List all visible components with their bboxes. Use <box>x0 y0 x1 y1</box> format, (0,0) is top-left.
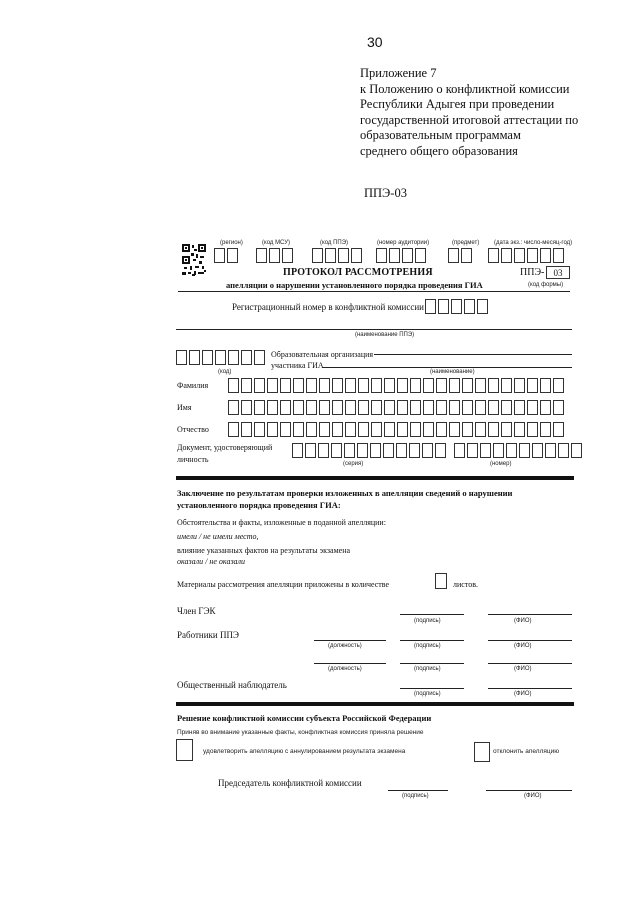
signature-caption: (подпись) <box>402 793 429 799</box>
msu-cells[interactable] <box>256 248 295 263</box>
decision-title: Решение конфликтной комиссии субъекта Российской Федерации <box>177 713 432 723</box>
fio-caption: (ФИО) <box>524 793 542 799</box>
ppe-code-label: (код ППЭ) <box>320 240 348 246</box>
reject-label: отклонить апелляцию <box>493 748 560 755</box>
option-influenced[interactable]: оказали / не оказали <box>177 557 246 566</box>
msu-label: (код МСУ) <box>262 240 291 246</box>
signature-line[interactable] <box>400 640 464 641</box>
org-name-caption: (наименование) <box>430 369 475 375</box>
satisfy-checkbox[interactable] <box>176 739 193 761</box>
option-had-place[interactable]: имели / не имели место, <box>177 532 259 541</box>
registration-label: Регистрационный номер в конфликтной комиссии <box>232 302 424 312</box>
signature-line[interactable] <box>400 688 464 689</box>
decision-text: Приняв во внимание указанные факты, конфликтная комиссия приняла решение <box>177 729 424 736</box>
name-cells[interactable] <box>228 400 566 415</box>
position-caption: (должность) <box>328 666 362 672</box>
protocol-title: ПРОТОКОЛ РАССМОТРЕНИЯ <box>283 267 433 278</box>
circumstances-text: Обстоятельства и факты, изложенные в поданной апелляции: <box>177 518 386 527</box>
org-line[interactable] <box>322 367 572 368</box>
org-code-caption: (код) <box>218 369 232 375</box>
conclusion-heading: Заключение по результатам проверки изложенных в апелляции сведений о нарушении <box>177 488 513 498</box>
appendix-block <box>360 66 578 159</box>
org-label-2: участника ГИА <box>271 361 324 370</box>
materials-text: Материалы рассмотрения апелляции приложены в количестве <box>177 580 390 589</box>
appendix-line: образовательным программам <box>360 128 521 142</box>
ppe-name-line[interactable] <box>176 329 572 330</box>
region-cells[interactable] <box>214 248 240 263</box>
number-caption: (номер) <box>490 461 512 467</box>
appendix-line: к Положению о конфликтной комиссии <box>360 81 570 96</box>
section-divider <box>176 702 574 706</box>
registration-cells[interactable] <box>425 299 490 314</box>
ppe-name-caption: (наименование ППЭ) <box>355 332 415 338</box>
satisfy-label: удовлетворить апелляцию с аннулированием результата экзамена <box>203 748 406 755</box>
fio-line[interactable] <box>488 663 572 664</box>
form-id-prefix: ППЭ- <box>520 267 545 278</box>
signature-line[interactable] <box>400 614 464 615</box>
fio-line[interactable] <box>488 614 572 615</box>
chairman-label: Председатель конфликтной комиссии <box>218 778 362 788</box>
subject-label: (предмет) <box>452 240 480 246</box>
appendix-line: среднего общего образования <box>360 143 518 158</box>
ppe-cells[interactable] <box>312 248 364 263</box>
signature-line[interactable] <box>388 790 448 791</box>
org-code-cells[interactable] <box>176 350 267 365</box>
page-number: 30 <box>367 34 383 50</box>
form-id-caption: (код формы) <box>528 282 564 288</box>
qr-code <box>182 244 206 276</box>
fio-line[interactable] <box>486 790 572 791</box>
fio-caption: (ФИО) <box>514 618 532 624</box>
audience-label: (номер аудитории) <box>377 240 430 246</box>
section-divider <box>176 476 574 480</box>
org-label-1: Образовательная организация <box>271 350 374 359</box>
conclusion-heading: установленного порядка проведения ГИА: <box>177 500 341 510</box>
gek-member-label: Член ГЭК <box>177 606 216 616</box>
date-label: (дата экз.: число-месяц-год) <box>494 240 573 246</box>
patronymic-label: Отчество <box>177 425 209 434</box>
position-caption: (должность) <box>328 643 362 649</box>
reject-checkbox[interactable] <box>474 742 490 762</box>
fio-caption: (ФИО) <box>514 691 532 697</box>
form-id-box: 03 <box>546 266 570 279</box>
signature-caption: (подпись) <box>414 618 441 624</box>
surname-label: Фамилия <box>177 381 209 390</box>
appendix-line: Республики Адыгея при проведении <box>360 97 555 111</box>
patronymic-cells[interactable] <box>228 422 566 437</box>
org-line[interactable] <box>374 354 572 355</box>
signature-caption: (подпись) <box>414 666 441 672</box>
protocol-subtitle: апелляции о нарушении установленного порядка проведения ГИА <box>226 280 483 290</box>
observer-label: Общественный наблюдатель <box>177 680 287 690</box>
position-line[interactable] <box>314 640 386 641</box>
series-caption: (серия) <box>343 461 364 467</box>
fio-caption: (ФИО) <box>514 643 532 649</box>
series-cells[interactable] <box>292 443 448 458</box>
surname-cells[interactable] <box>228 378 566 393</box>
divider <box>178 291 570 292</box>
fio-caption: (ФИО) <box>514 666 532 672</box>
region-label: (регион) <box>220 240 243 246</box>
audience-cells[interactable] <box>376 248 428 263</box>
subject-cells[interactable] <box>448 248 474 263</box>
form-code: ППЭ-03 <box>364 186 407 200</box>
date-cells[interactable] <box>488 248 566 263</box>
document-label: Документ, удостоверяющий <box>177 443 273 452</box>
document-label: личность <box>177 455 209 464</box>
fio-line[interactable] <box>488 640 572 641</box>
appendix-title: Приложение 7 <box>360 66 437 80</box>
position-line[interactable] <box>314 663 386 664</box>
signature-caption: (подпись) <box>414 643 441 649</box>
fio-line[interactable] <box>488 688 572 689</box>
signature-caption: (подпись) <box>414 691 441 697</box>
number-cells[interactable] <box>454 443 584 458</box>
influence-text: влияние указанных фактов на результаты экзамена <box>177 546 351 555</box>
sheets-text: листов. <box>453 580 478 589</box>
sheets-count-box[interactable] <box>435 573 447 589</box>
appendix-line: государственной итоговой аттестации по <box>360 112 579 127</box>
ppe-workers-label: Работники ППЭ <box>177 630 239 640</box>
name-label: Имя <box>177 403 192 412</box>
signature-line[interactable] <box>400 663 464 664</box>
